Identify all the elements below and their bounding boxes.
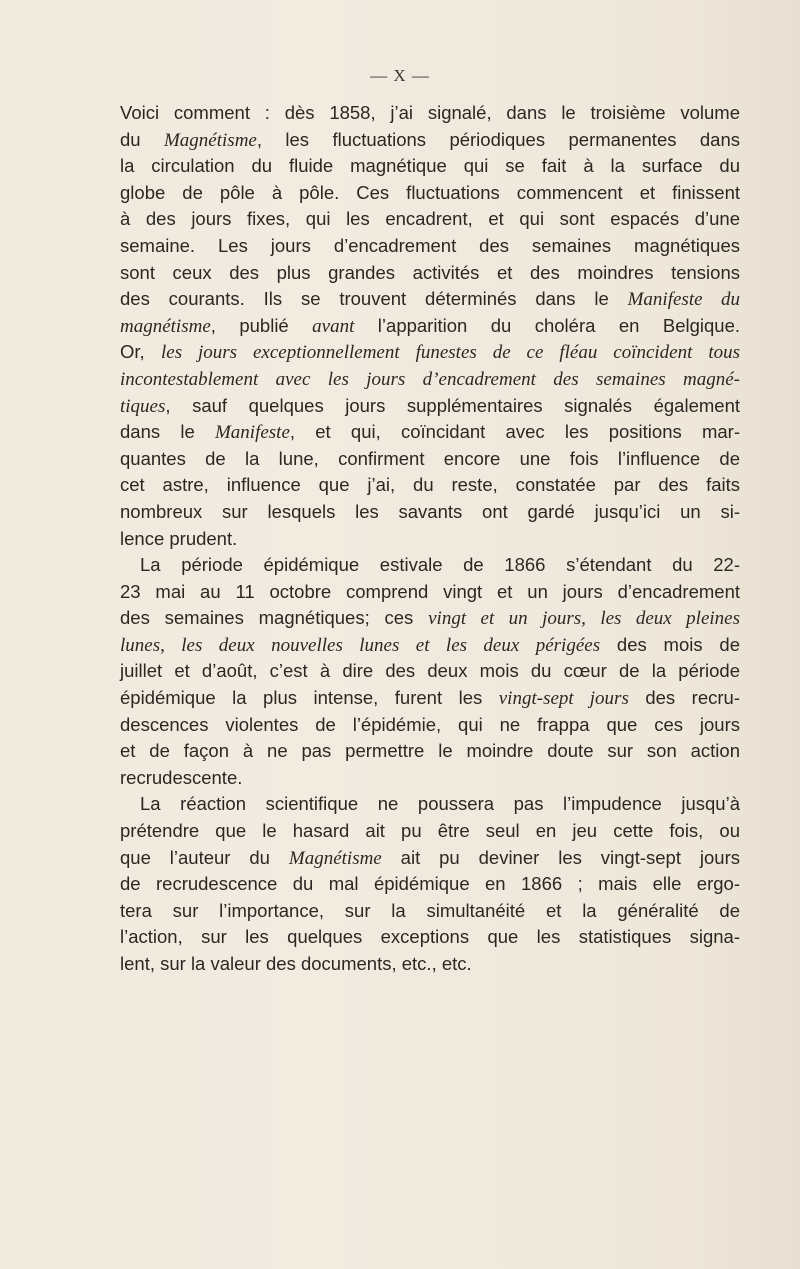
text-segment: La période épidémique estivale de 1866 s’étendant du 22-	[140, 554, 740, 576]
italic-segment: Manifeste du	[627, 289, 740, 311]
text-line	[120, 206, 740, 233]
text-segment: des mois de	[600, 633, 740, 655]
italic-segment: lunes, les deux nouvelles lunes et les deux périgées	[120, 634, 601, 656]
italic-segment: vingt-sept jours	[498, 688, 629, 710]
italic-segment: Magnétisme	[288, 847, 382, 869]
text-segment: 23 mai au 11 octobre comprend vingt et un jours d’encadrement	[120, 580, 740, 602]
text-line	[120, 871, 740, 898]
text-line	[120, 180, 740, 207]
text-segment: épidémique la plus intense, furent les	[120, 687, 499, 709]
text-segment: , et qui, coïncidant avec les positions mar-	[289, 421, 740, 443]
text-segment: Or,	[120, 341, 161, 363]
text-line	[120, 313, 740, 340]
text-segment: lence prudent.	[120, 527, 238, 549]
text-segment: , les fluctuations périodiques permanentes dans	[256, 128, 740, 150]
text-line	[120, 153, 740, 180]
text-segment: de recrudescence du mal épidémique en 1866 ; mais elle ergo-	[120, 873, 740, 895]
text-line	[120, 738, 740, 765]
text-segment: des recru-	[628, 687, 740, 709]
text-line	[120, 499, 740, 526]
text-segment: nombreux sur lesquels les savants ont gardé jusqu’ici un si-	[120, 500, 740, 522]
text-segment: sont ceux des plus grandes activités et des moindres tensions	[120, 261, 740, 283]
italic-segment: les jours exceptionnellement funestes de ce fléau coïncident tous	[160, 342, 740, 364]
text-segment: lent, sur la valeur des documents, etc., etc.	[120, 953, 472, 974]
text-line	[120, 419, 740, 446]
text-line	[120, 951, 740, 978]
text-line	[120, 127, 740, 154]
text-segment: juillet et d’août, c’est à dire des deux mois du cœur de la période	[120, 660, 740, 682]
text-line	[120, 791, 740, 818]
text-line	[120, 898, 740, 925]
text-segment: Voici comment : dès 1858, j’ai signalé, dans le troisième volume	[120, 102, 740, 123]
body-text	[120, 100, 740, 978]
italic-segment: vingt et un jours, les deux pleines	[428, 608, 740, 630]
text-line	[120, 366, 740, 393]
italic-segment: avant	[312, 315, 355, 337]
text-line	[120, 712, 740, 739]
text-line	[120, 100, 740, 127]
text-line	[120, 632, 740, 659]
text-line	[120, 260, 740, 287]
text-line	[120, 685, 740, 712]
text-segment: l’apparition du choléra en Belgique.	[354, 314, 740, 336]
text-segment: , sauf quelques jours supplémentaires signalés également	[165, 394, 740, 416]
text-segment: descences violentes de l’épidémie, qui ne frappa que ces jours	[120, 713, 740, 735]
text-segment: l’action, sur les quelques exceptions que les statistiques signa-	[120, 926, 740, 948]
text-line	[120, 286, 740, 313]
text-line	[120, 233, 740, 260]
text-segment: , publié	[210, 314, 313, 336]
text-segment: quantes de la lune, confirment encore une fois l’influence de	[120, 447, 740, 469]
text-line	[120, 845, 740, 872]
text-line	[120, 526, 740, 553]
text-segment: ait pu deviner les vingt-sept jours	[381, 846, 740, 868]
text-line	[120, 552, 740, 579]
text-line	[120, 339, 740, 366]
text-segment: tera sur l’importance, sur la simultanéité et la généralité de	[120, 899, 740, 921]
text-segment: globe de pôle à pôle. Ces fluctuations commencent et finissent	[120, 181, 740, 203]
text-segment: des courants. Ils se trouvent déterminés dans le	[120, 288, 628, 310]
text-segment: prétendre que le hasard ait pu être seul en jeu cette fois, ou	[120, 820, 740, 842]
text-segment: à des jours fixes, qui les encadrent, et qui sont espacés d’une	[120, 208, 740, 230]
text-line	[120, 765, 740, 792]
italic-segment: Magnétisme	[163, 129, 257, 151]
text-segment: recrudescente.	[120, 766, 243, 788]
text-segment: du	[120, 128, 164, 150]
text-line	[120, 924, 740, 951]
text-segment: des semaines magnétiques; ces	[120, 607, 429, 629]
text-line	[120, 446, 740, 473]
text-line	[120, 658, 740, 685]
italic-segment: tiques	[120, 395, 166, 417]
italic-segment: magnétisme	[120, 315, 211, 337]
text-segment: que l’auteur du	[120, 846, 289, 868]
text-segment: semaine. Les jours d’encadrement des semaines magnétiques	[120, 234, 740, 256]
text-line	[120, 579, 740, 606]
text-line	[120, 818, 740, 845]
italic-segment: incontestablement avec les jours d’encadrement des semaines magné-	[120, 368, 740, 390]
italic-segment: Manifeste	[214, 422, 290, 444]
text-line	[120, 605, 740, 632]
text-segment: La réaction scientifique ne poussera pas l’impudence jusqu’à	[140, 793, 740, 815]
page-number: — X —	[370, 66, 430, 85]
text-segment: et de façon à ne pas permettre le moindre doute sur son action	[120, 740, 740, 762]
text-segment: la circulation du fluide magnétique qui se fait à la surface du	[120, 155, 740, 177]
text-segment: cet astre, influence que j’ai, du reste, constatée par des faits	[120, 474, 740, 496]
text-line	[120, 472, 740, 499]
text-segment: dans le	[120, 421, 215, 443]
text-line	[120, 393, 740, 420]
